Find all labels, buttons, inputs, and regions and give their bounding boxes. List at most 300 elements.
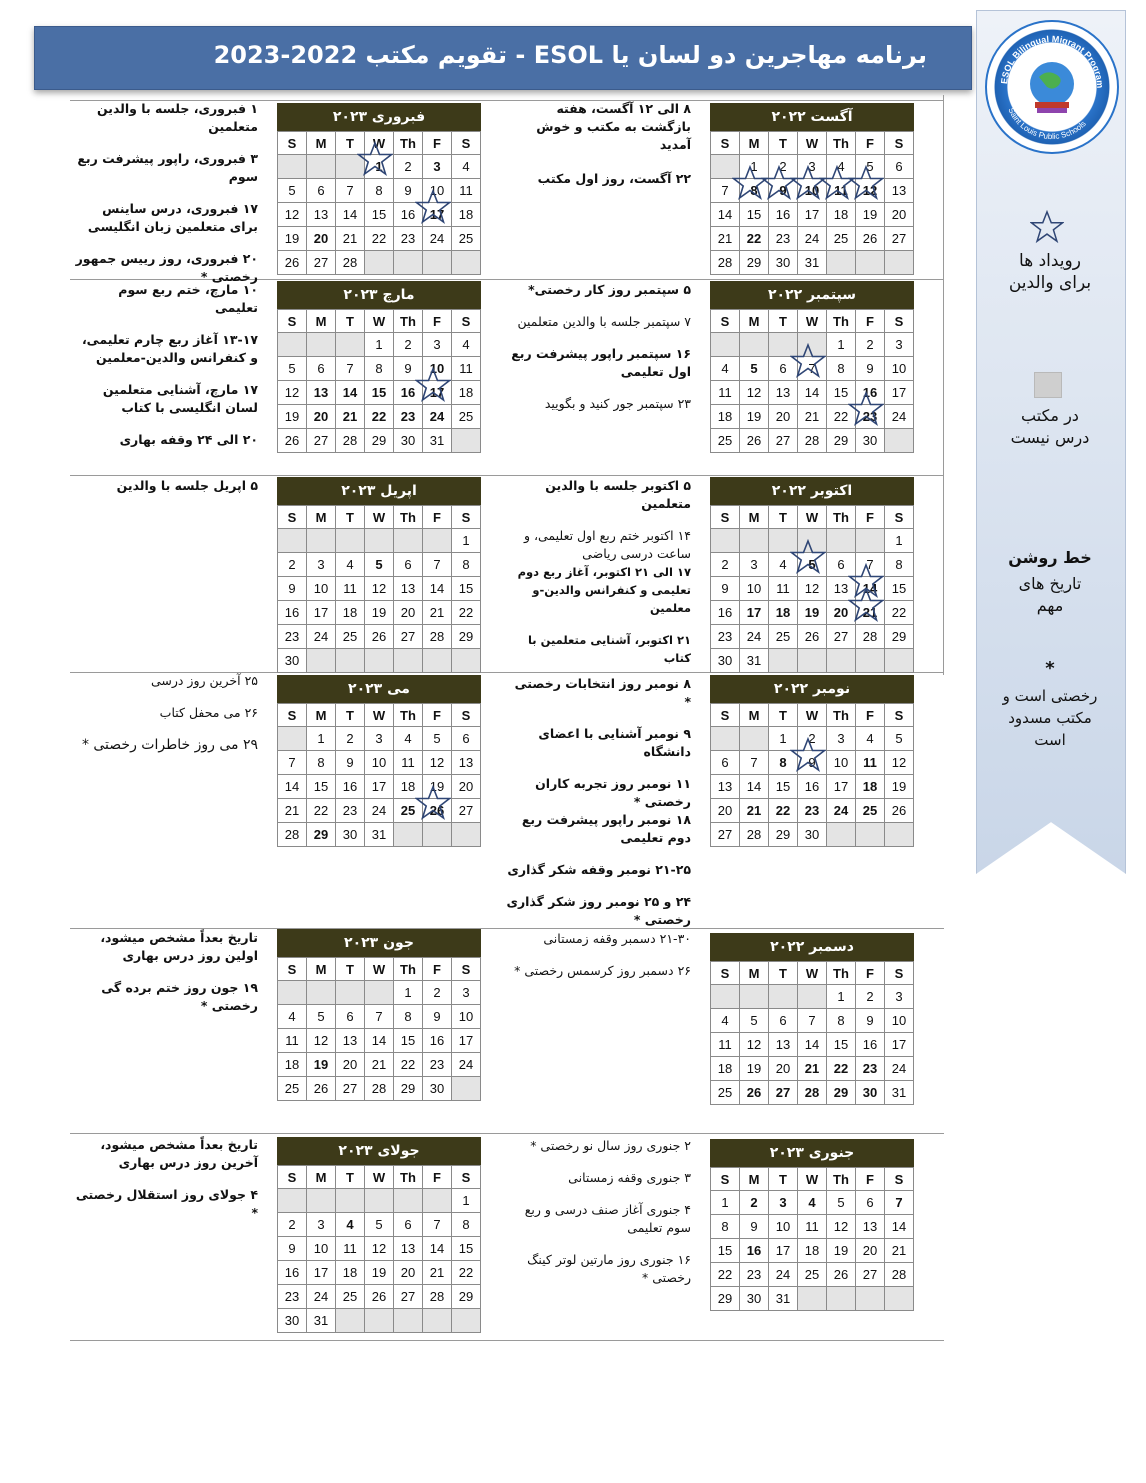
day-cell: 21 xyxy=(856,601,885,625)
day-cell: 23 xyxy=(856,405,885,429)
day-cell: 19 xyxy=(307,1053,336,1077)
week-row xyxy=(711,1287,914,1311)
day-cell: 21 xyxy=(798,1057,827,1081)
day-cell: 25 xyxy=(711,429,740,453)
note-item: ۱۴ اکتوبر ختم ربع اول تعلیمی، و ساعت درسی ریاضی xyxy=(523,528,691,561)
day-cell: 15 xyxy=(885,577,914,601)
month-grid xyxy=(710,703,914,847)
week-row xyxy=(278,203,481,227)
day-cell: 31 xyxy=(885,1081,914,1105)
weekday-header: S xyxy=(711,310,740,333)
week-row xyxy=(711,1215,914,1239)
day-cell: 17 xyxy=(827,775,856,799)
day-cell: 24 xyxy=(769,1263,798,1287)
day-cell: 15 xyxy=(740,203,769,227)
day-cell: 2 xyxy=(394,333,423,357)
weekday-header: M xyxy=(740,310,769,333)
day-cell: 30 xyxy=(336,823,365,847)
day-cell: 27 xyxy=(885,227,914,251)
month-grid xyxy=(277,1165,481,1333)
day-cell: 19 xyxy=(278,405,307,429)
day-cell: 16 xyxy=(336,775,365,799)
day-cell: 8 xyxy=(740,179,769,203)
day-cell: 2 xyxy=(740,1191,769,1215)
no-school-swatch xyxy=(1034,372,1062,398)
day-cell: 14 xyxy=(885,1215,914,1239)
week-row xyxy=(278,1237,481,1261)
program-logo xyxy=(985,20,1119,154)
week-row xyxy=(711,251,914,275)
calendar-june xyxy=(277,929,481,1101)
note-item: ۱۳-۱۷ آغاز ربع چارم تعلیمی، و کنفرانس والدین-معلمین xyxy=(81,332,258,365)
day-cell: 2 xyxy=(394,155,423,179)
weekday-header: Th xyxy=(827,1168,856,1191)
day-cell: 4 xyxy=(711,357,740,381)
weekday-header: Th xyxy=(827,962,856,985)
day-cell: 10 xyxy=(769,1215,798,1239)
note-item: تاریخ بعداً مشخص میشود، اولین روز درس بهاری xyxy=(100,930,258,963)
month-grid xyxy=(277,505,481,673)
day-cell: 11 xyxy=(856,751,885,775)
day-cell: 13 xyxy=(769,381,798,405)
day-cell: 4 xyxy=(336,1213,365,1237)
empty-day-cell xyxy=(827,649,856,673)
empty-day-cell xyxy=(307,981,336,1005)
day-cell: 27 xyxy=(769,1081,798,1105)
day-cell: 25 xyxy=(798,1263,827,1287)
week-row xyxy=(278,1005,481,1029)
day-cell: 17 xyxy=(307,601,336,625)
bold-legend-title: خط روشن xyxy=(1008,548,1092,567)
week-row xyxy=(711,823,914,847)
note-item: ۳ جنوری وقفه زمستانی xyxy=(568,1170,691,1185)
note-item: ۲۶ می محفل کتاب xyxy=(159,705,258,720)
day-cell: 5 xyxy=(740,357,769,381)
day-cell: 19 xyxy=(423,775,452,799)
day-cell: 29 xyxy=(827,1081,856,1105)
day-cell: 21 xyxy=(740,799,769,823)
day-cell: 15 xyxy=(827,381,856,405)
day-cell: 12 xyxy=(365,1237,394,1261)
empty-day-cell xyxy=(885,251,914,275)
day-cell: 22 xyxy=(740,227,769,251)
weekday-header: W xyxy=(365,958,394,981)
day-cell: 30 xyxy=(856,1081,885,1105)
day-cell: 18 xyxy=(394,775,423,799)
empty-day-cell xyxy=(278,981,307,1005)
weekday-header: Th xyxy=(394,506,423,529)
week-row xyxy=(278,1077,481,1101)
day-cell: 11 xyxy=(827,179,856,203)
weekday-header: S xyxy=(885,962,914,985)
week-row xyxy=(278,727,481,751)
day-cell: 12 xyxy=(307,1029,336,1053)
day-cell: 3 xyxy=(885,333,914,357)
day-cell: 20 xyxy=(394,601,423,625)
week-row xyxy=(711,1009,914,1033)
day-cell: 3 xyxy=(827,727,856,751)
day-cell: 4 xyxy=(798,1191,827,1215)
empty-day-cell xyxy=(740,529,769,553)
day-cell: 4 xyxy=(278,1005,307,1029)
week-row xyxy=(278,1213,481,1237)
day-cell: 13 xyxy=(307,203,336,227)
notes-june xyxy=(72,929,258,1015)
empty-day-cell xyxy=(740,727,769,751)
day-cell: 16 xyxy=(769,203,798,227)
empty-day-cell xyxy=(365,529,394,553)
day-cell: 16 xyxy=(711,601,740,625)
empty-day-cell xyxy=(336,1309,365,1333)
month-title: جولای ۲۰۲۳ xyxy=(277,1137,481,1165)
day-cell: 25 xyxy=(711,1081,740,1105)
day-cell: 14 xyxy=(423,1237,452,1261)
note-item: ۱۷ الی ۲۱ اکتوبر، آغاز ربع دوم تعلیمی و کنفرانس والدین-و معلمین xyxy=(517,565,691,615)
day-cell: 3 xyxy=(423,155,452,179)
weekday-header: F xyxy=(856,310,885,333)
empty-day-cell xyxy=(827,823,856,847)
day-cell: 21 xyxy=(885,1239,914,1263)
day-cell: 10 xyxy=(798,179,827,203)
day-cell: 20 xyxy=(769,405,798,429)
day-cell: 4 xyxy=(856,727,885,751)
day-cell: 11 xyxy=(452,179,481,203)
day-cell: 17 xyxy=(452,1029,481,1053)
day-cell: 28 xyxy=(278,823,307,847)
calendar-july xyxy=(277,1137,481,1333)
day-cell: 25 xyxy=(452,227,481,251)
weekday-header: M xyxy=(307,704,336,727)
day-cell: 29 xyxy=(740,251,769,275)
day-cell: 18 xyxy=(711,1057,740,1081)
day-cell: 1 xyxy=(365,333,394,357)
day-cell: 2 xyxy=(278,1213,307,1237)
empty-day-cell xyxy=(423,649,452,673)
day-cell: 13 xyxy=(711,775,740,799)
day-cell: 7 xyxy=(336,357,365,381)
weekday-header: F xyxy=(856,132,885,155)
week-row xyxy=(278,577,481,601)
day-cell: 12 xyxy=(423,751,452,775)
weekday-header: T xyxy=(769,704,798,727)
day-cell: 14 xyxy=(278,775,307,799)
day-cell: 22 xyxy=(452,601,481,625)
weekday-header: W xyxy=(798,132,827,155)
day-cell: 25 xyxy=(336,1285,365,1309)
note-item: ۸ نومبر روز انتخابات رخصتی * xyxy=(514,676,691,709)
day-cell: 13 xyxy=(336,1029,365,1053)
day-cell: 9 xyxy=(336,751,365,775)
month-grid xyxy=(277,131,481,275)
note-item: ۲۲ آگست، روز اول مکتب xyxy=(537,171,691,186)
day-cell: 1 xyxy=(885,529,914,553)
star-event-icon xyxy=(361,148,397,184)
day-cell: 15 xyxy=(307,775,336,799)
day-cell: 16 xyxy=(856,381,885,405)
day-cell: 14 xyxy=(365,1029,394,1053)
day-cell: 16 xyxy=(394,381,423,405)
day-cell: 4 xyxy=(452,333,481,357)
notes-august xyxy=(505,100,691,188)
day-cell: 6 xyxy=(336,1005,365,1029)
day-cell: 24 xyxy=(423,227,452,251)
star-event-icon xyxy=(852,172,888,208)
day-cell: 14 xyxy=(740,775,769,799)
week-row xyxy=(711,985,914,1009)
day-cell: 27 xyxy=(307,429,336,453)
day-cell: 13 xyxy=(769,1033,798,1057)
day-cell: 6 xyxy=(769,357,798,381)
month-grid xyxy=(710,309,914,453)
weekday-header: T xyxy=(336,704,365,727)
week-row xyxy=(711,1263,914,1287)
month-title: فبروری ۲۰۲۳ xyxy=(277,103,481,131)
day-cell: 23 xyxy=(769,227,798,251)
day-cell: 8 xyxy=(365,179,394,203)
day-cell: 23 xyxy=(394,405,423,429)
day-cell: 5 xyxy=(856,155,885,179)
day-cell: 25 xyxy=(856,799,885,823)
empty-day-cell xyxy=(394,529,423,553)
weekday-header: F xyxy=(423,506,452,529)
month-grid xyxy=(710,505,914,673)
weekday-header: Th xyxy=(394,132,423,155)
empty-day-cell xyxy=(307,1189,336,1213)
note-item: ۵ سپتمبر روز کار رخصتی* xyxy=(528,282,691,297)
day-cell: 1 xyxy=(769,727,798,751)
notes-november xyxy=(505,675,691,929)
day-cell: 7 xyxy=(423,1213,452,1237)
day-cell: 29 xyxy=(827,429,856,453)
day-cell: 6 xyxy=(452,727,481,751)
week-row xyxy=(278,155,481,179)
day-cell: 1 xyxy=(452,1189,481,1213)
day-cell: 27 xyxy=(394,1285,423,1309)
day-cell: 11 xyxy=(769,577,798,601)
day-cell: 3 xyxy=(423,333,452,357)
day-cell: 26 xyxy=(740,429,769,453)
day-cell: 27 xyxy=(336,1077,365,1101)
day-cell: 18 xyxy=(711,405,740,429)
note-item: ۱۷ فبروری، درس ساینس برای متعلمین زبان انگلیسی xyxy=(87,201,258,234)
day-cell: 17 xyxy=(423,381,452,405)
empty-day-cell xyxy=(452,429,481,453)
note-item: ۱۶ جنوری روز مارتین لوتر کینگ رخصتی * xyxy=(527,1252,691,1285)
day-cell: 11 xyxy=(336,1237,365,1261)
week-row xyxy=(711,1191,914,1215)
weekday-header: S xyxy=(711,962,740,985)
day-cell: 10 xyxy=(452,1005,481,1029)
weekday-header: W xyxy=(798,310,827,333)
day-cell: 30 xyxy=(740,1287,769,1311)
weekday-header: Th xyxy=(827,506,856,529)
day-cell: 26 xyxy=(740,1081,769,1105)
weekday-header: W xyxy=(365,704,394,727)
logo-bottom-text: Saint Louis Public Schools xyxy=(1006,106,1088,142)
day-cell: 29 xyxy=(394,1077,423,1101)
day-cell: 22 xyxy=(452,1261,481,1285)
day-cell: 25 xyxy=(394,799,423,823)
day-cell: 4 xyxy=(394,727,423,751)
empty-day-cell xyxy=(452,251,481,275)
day-cell: 18 xyxy=(856,775,885,799)
empty-day-cell xyxy=(394,251,423,275)
weekday-header: S xyxy=(885,1168,914,1191)
calendar-january xyxy=(710,1139,914,1311)
day-cell: 25 xyxy=(336,625,365,649)
day-cell: 8 xyxy=(452,1213,481,1237)
day-cell: 22 xyxy=(769,799,798,823)
day-cell: 6 xyxy=(769,1009,798,1033)
empty-day-cell xyxy=(769,985,798,1009)
day-cell: 22 xyxy=(394,1053,423,1077)
day-cell: 7 xyxy=(711,179,740,203)
day-cell: 17 xyxy=(769,1239,798,1263)
empty-day-cell xyxy=(394,649,423,673)
day-cell: 3 xyxy=(769,1191,798,1215)
day-cell: 23 xyxy=(798,799,827,823)
star-event-icon xyxy=(419,374,455,410)
empty-day-cell xyxy=(827,251,856,275)
empty-day-cell xyxy=(365,981,394,1005)
day-cell: 14 xyxy=(336,203,365,227)
notes-april xyxy=(72,477,258,495)
day-cell: 15 xyxy=(365,203,394,227)
empty-day-cell xyxy=(740,985,769,1009)
day-cell: 28 xyxy=(798,1081,827,1105)
day-cell: 29 xyxy=(452,1285,481,1309)
day-cell: 27 xyxy=(452,799,481,823)
day-cell: 30 xyxy=(394,429,423,453)
weekday-header: S xyxy=(452,704,481,727)
note-item: ۱۹ جون روز ختم برده گی رخصتی * xyxy=(101,980,258,1013)
week-row xyxy=(278,625,481,649)
weekday-header: S xyxy=(885,310,914,333)
week-row xyxy=(711,405,914,429)
day-cell: 6 xyxy=(711,751,740,775)
day-cell: 16 xyxy=(394,203,423,227)
weekday-header: T xyxy=(336,506,365,529)
day-cell: 10 xyxy=(423,357,452,381)
day-cell: 30 xyxy=(769,251,798,275)
weekday-header: S xyxy=(278,132,307,155)
weekday-header: S xyxy=(452,1166,481,1189)
day-cell: 21 xyxy=(423,1261,452,1285)
day-cell: 5 xyxy=(278,357,307,381)
day-cell: 2 xyxy=(423,981,452,1005)
week-row xyxy=(278,981,481,1005)
day-cell: 20 xyxy=(856,1239,885,1263)
day-cell: 24 xyxy=(307,1285,336,1309)
day-cell: 18 xyxy=(827,203,856,227)
day-cell: 11 xyxy=(336,577,365,601)
weekday-header: W xyxy=(798,1168,827,1191)
day-cell: 3 xyxy=(740,553,769,577)
day-cell: 4 xyxy=(336,553,365,577)
weekday-header: S xyxy=(452,310,481,333)
day-cell: 30 xyxy=(278,649,307,673)
day-cell: 28 xyxy=(365,1077,394,1101)
week-row xyxy=(711,751,914,775)
day-cell: 14 xyxy=(798,1033,827,1057)
day-cell: 8 xyxy=(769,751,798,775)
day-cell: 26 xyxy=(278,251,307,275)
day-cell: 7 xyxy=(798,357,827,381)
day-cell: 31 xyxy=(740,649,769,673)
note-item: ۴ جولای روز استقلال رخصتی * xyxy=(75,1187,258,1220)
notes-march xyxy=(72,281,258,449)
divider xyxy=(70,475,944,476)
weekday-header: M xyxy=(740,132,769,155)
weekday-header: T xyxy=(769,132,798,155)
month-title: جنوری ۲۰۲۳ xyxy=(710,1139,914,1167)
week-row xyxy=(278,649,481,673)
day-cell: 2 xyxy=(711,553,740,577)
weekday-header: S xyxy=(278,704,307,727)
empty-day-cell xyxy=(423,529,452,553)
day-cell: 13 xyxy=(885,179,914,203)
week-row xyxy=(278,429,481,453)
empty-day-cell xyxy=(827,529,856,553)
day-cell: 14 xyxy=(423,577,452,601)
note-item: ۸ الی ۱۲ آگست، هفته بازگشت به مکتب و خوش آمدید xyxy=(536,101,691,152)
day-cell: 28 xyxy=(423,1285,452,1309)
weekday-header: S xyxy=(278,310,307,333)
divider xyxy=(70,1133,944,1134)
day-cell: 12 xyxy=(856,179,885,203)
empty-day-cell xyxy=(365,649,394,673)
month-title: جون ۲۰۲۳ xyxy=(277,929,481,957)
day-cell: 19 xyxy=(278,227,307,251)
empty-day-cell xyxy=(856,1287,885,1311)
day-cell: 13 xyxy=(394,1237,423,1261)
day-cell: 28 xyxy=(711,251,740,275)
week-row xyxy=(278,1309,481,1333)
day-cell: 25 xyxy=(278,1077,307,1101)
day-cell: 10 xyxy=(365,751,394,775)
note-item: ۵ اپریل جلسه با والدین xyxy=(116,478,258,493)
day-cell: 19 xyxy=(365,601,394,625)
day-cell: 22 xyxy=(827,405,856,429)
day-cell: 5 xyxy=(278,179,307,203)
weekday-header: S xyxy=(452,958,481,981)
empty-day-cell xyxy=(711,529,740,553)
day-cell: 13 xyxy=(452,751,481,775)
day-cell: 28 xyxy=(885,1263,914,1287)
day-cell: 17 xyxy=(885,381,914,405)
day-cell: 22 xyxy=(885,601,914,625)
day-cell: 24 xyxy=(798,227,827,251)
weekday-header: S xyxy=(711,1168,740,1191)
empty-day-cell xyxy=(885,429,914,453)
week-row xyxy=(711,601,914,625)
day-cell: 18 xyxy=(452,381,481,405)
day-cell: 23 xyxy=(278,625,307,649)
weekday-header: S xyxy=(452,132,481,155)
day-cell: 20 xyxy=(394,1261,423,1285)
weekday-header: F xyxy=(423,704,452,727)
weekday-header: M xyxy=(740,1168,769,1191)
day-cell: 20 xyxy=(307,227,336,251)
note-item: ۱۸ نومبر راپور پیشرفت ربع دوم تعلیمی xyxy=(521,812,691,845)
day-cell: 24 xyxy=(423,405,452,429)
empty-day-cell xyxy=(394,1189,423,1213)
day-cell: 6 xyxy=(827,553,856,577)
empty-day-cell xyxy=(394,1309,423,1333)
weekday-header: F xyxy=(856,962,885,985)
day-cell: 16 xyxy=(856,1033,885,1057)
note-item: ۹ نومبر آشنایی با اعضای دانشگاه xyxy=(538,726,691,759)
